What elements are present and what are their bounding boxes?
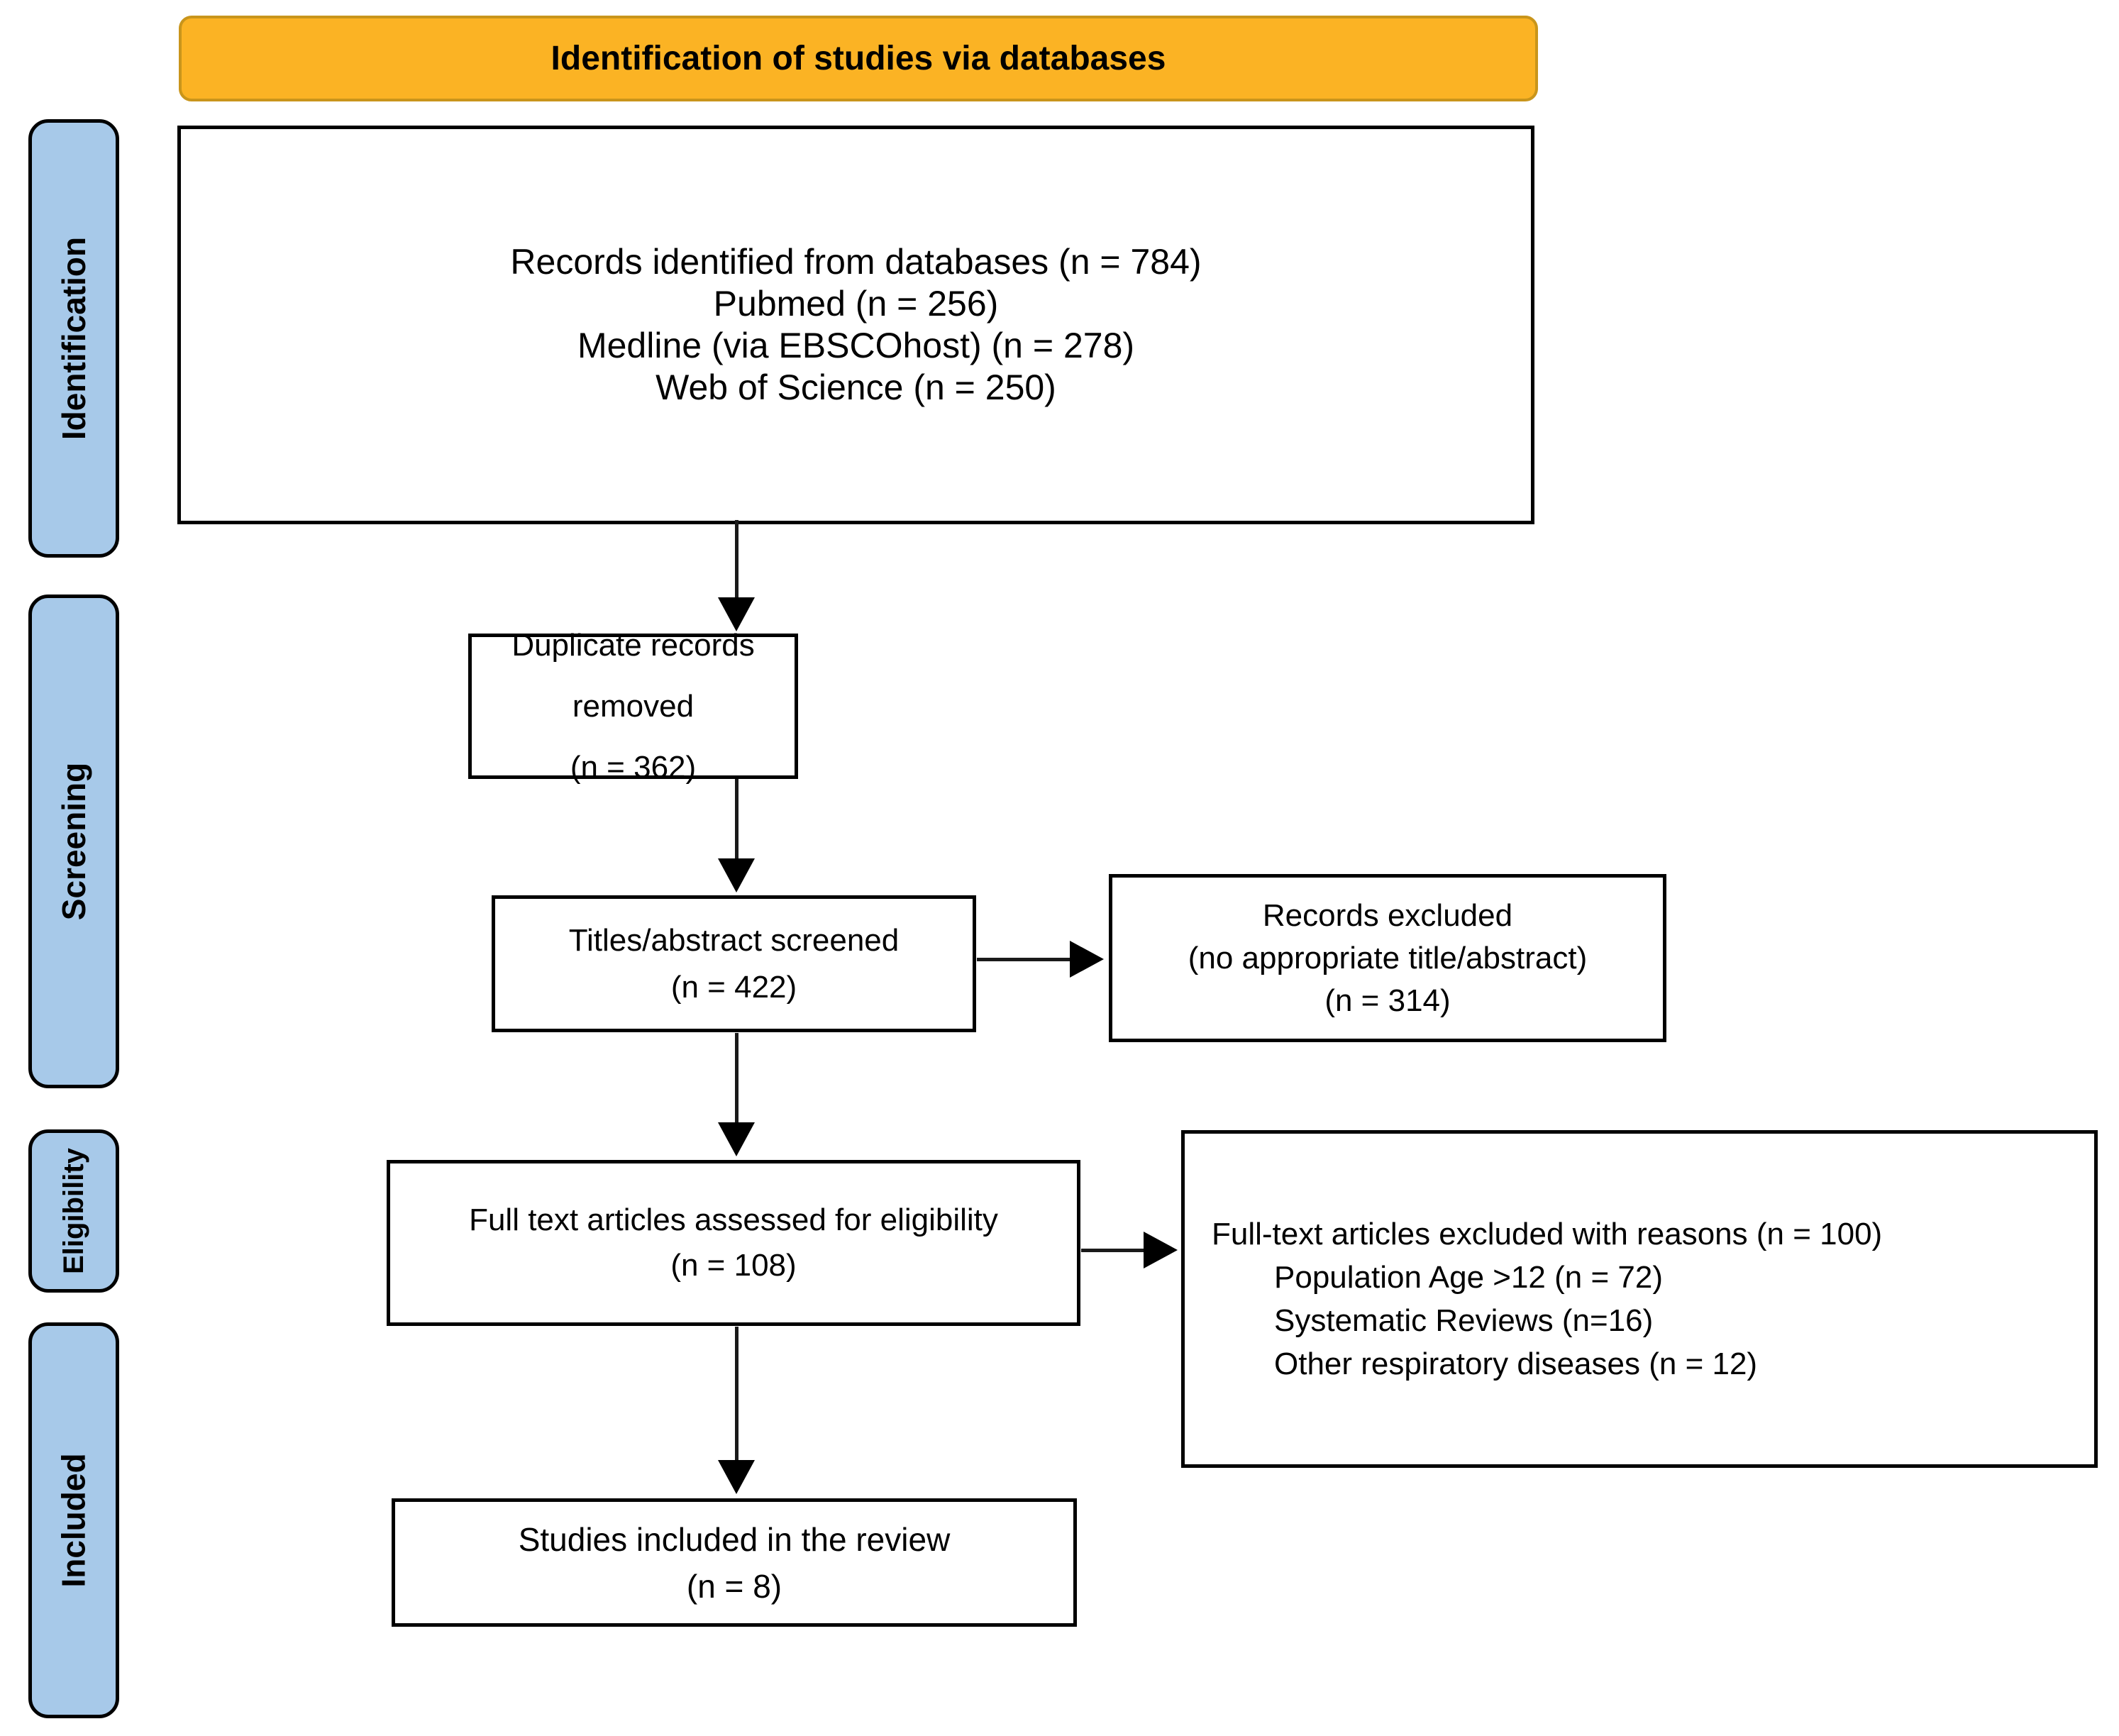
arrow-screened-to-records-excluded-icon [977,941,1104,978]
arrow-fulltext-to-included-icon [718,1327,755,1494]
box-text-line: (n = 422) [670,969,797,1005]
stage-label-text: Screening [55,762,93,921]
arrow-head-down-icon [718,1122,755,1156]
stage-label-text: Identification [55,236,93,441]
records-identified-box [177,126,1534,524]
box-text-line: Records identified from databases (n = 784) [510,242,1202,282]
stage-label-text: Included [55,1453,92,1588]
box-text-line: (n = 362) [570,749,697,785]
fulltext-assessed-box [387,1160,1080,1326]
studies-included-box [392,1498,1077,1627]
box-text-line: Full text articles assessed for eligibility [469,1203,998,1237]
stage-label-text: Eligibility [58,1148,90,1274]
box-text-line: Full-text articles excluded with reasons (n = 100) [1212,1217,1883,1251]
box-text-line: Web of Science (n = 250) [655,367,1056,407]
arrow-identified-to-duplicates-icon [718,520,755,631]
box-text-line: Other respiratory diseases (n = 12) [1274,1347,1758,1381]
arrow-screened-to-fulltext-icon [718,1033,755,1156]
box-text-line: (n = 314) [1324,983,1451,1018]
arrow-head-down-icon [718,597,755,631]
arrow-head-right-icon [1144,1232,1178,1268]
stage-label-screening [28,595,119,1088]
arrow-head-down-icon [718,858,755,892]
arrow-stem [735,520,738,602]
arrow-stem [735,1033,738,1127]
arrow-fulltext-to-fulltext-excluded-icon [1081,1232,1178,1268]
box-text-line: Records excluded [1262,897,1513,933]
arrow-stem [735,1327,738,1464]
box-text-line: Duplicate records removed [511,627,755,724]
box-text-line: (n = 8) [686,1567,782,1605]
fulltext-excluded-box [1181,1130,2098,1468]
box-text-line: Studies included in the review [518,1520,951,1558]
records-excluded-box [1109,874,1666,1042]
stage-label-identification [28,119,119,558]
stage-label-included [28,1322,119,1718]
box-text-line: Systematic Reviews (n=16) [1274,1303,1654,1338]
box-text-line: (no appropriate title/abstract) [1188,940,1588,975]
header-banner [179,16,1538,101]
box-text-line: (n = 108) [670,1248,797,1283]
box-text-line: Population Age >12 (n = 72) [1274,1260,1663,1295]
stage-label-eligibility [28,1129,119,1293]
header-title: Identification of studies via databases [551,40,1166,77]
box-text-line: Titles/abstract screened [568,922,900,958]
box-text-line: Pubmed (n = 256) [713,284,999,324]
arrow-head-right-icon [1070,941,1104,978]
arrow-duplicates-to-screened-icon [718,779,755,892]
arrow-head-down-icon [718,1460,755,1494]
arrow-stem [735,779,738,863]
arrow-stem [977,958,1074,961]
arrow-stem [1081,1249,1148,1252]
titles-abstract-screened-box [492,895,976,1032]
duplicates-removed-box [468,627,798,785]
box-text-line: Medline (via EBSCOhost) (n = 278) [577,326,1135,365]
